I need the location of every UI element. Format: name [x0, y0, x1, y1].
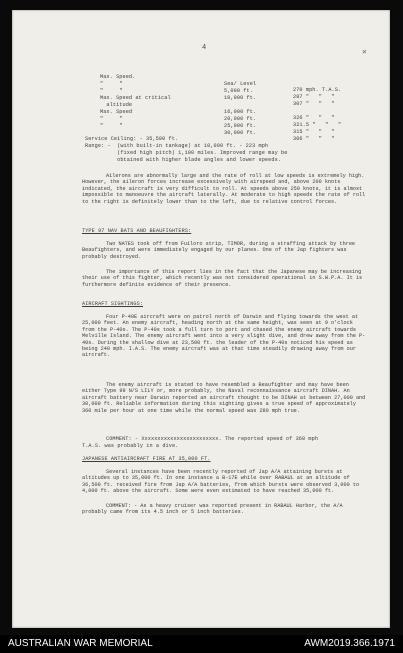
row-speed: 270 mph. T.A.S.	[293, 87, 342, 94]
row-label: Max. Speed at critical	[100, 95, 171, 102]
row-speed: 326 " " "	[293, 115, 335, 122]
heading-aircraft-sightings: AIRCRAFT SIGHTINGS:	[82, 301, 144, 307]
row-speed: 315 " " "	[293, 129, 335, 136]
row-label: altitude	[100, 102, 133, 109]
range-line: obtained with higher blade angles and lower speeds.	[85, 157, 281, 163]
range-line: (fixed high pitch) 1,100 miles. Improved range may be	[85, 150, 288, 156]
footer-institution: AUSTRALIAN WAR MEMORIAL	[8, 638, 153, 649]
row-altitude: 20,000 ft.	[224, 115, 257, 122]
archive-footer	[0, 635, 403, 653]
row-label: " "	[100, 88, 123, 95]
row-label: Max. Speed.	[100, 74, 136, 81]
footer-accession-number: AWM2019.366.1971	[304, 638, 395, 649]
corner-mark: ✕	[362, 48, 367, 57]
paragraph-enemy-aircraft: The enemy aircraft is stated to have resembled a Beaufighter and may have been either Type 99 N/S LILY or, more probably, the Naval reconnaissance aircraft DINAH. An aircraft battery near Darwin reported an aircraft thought to be DINAH at between 27,000 and 30,000 ft. Reliable information during this sighting gives a true speed of approximately 360 mile per hour at one time while the normal speed was 280 mph true.	[82, 382, 366, 414]
heading-type97: TYPE 97 NAV BATS AND BEAUFIGHTERS:	[82, 228, 192, 234]
row-label: " "	[100, 116, 123, 123]
row-label: " "	[100, 123, 123, 130]
row-speed: 306 " " "	[293, 136, 335, 143]
comment-line: COMMENT: - Xxxxxxxxxxxxxxxxxxxxxxxx. The reported speed of 360 mph	[106, 436, 319, 442]
paragraph-type97: Two NATES took off from Fuiloro strip, TIMOR, during a straffing attack by three Beaufighters, and were immediately engaged by our planes. One of the Jap fighters was probably destroyed.	[82, 241, 356, 260]
comment-line: T.A.S. was probably in a dive.	[82, 443, 179, 449]
row-altitude: 10,000 ft.	[224, 94, 257, 101]
range-line: Range: - (with built-in tankage) at 10,000 ft. - 223 mph	[85, 143, 269, 149]
paragraph-importance: The importance of this report lies in the fact that the Japanese may be increasing their use of this fighter, which recently was not considered operational in S.W.P.A. It is furthermore definite evidence of their presence.	[82, 269, 363, 288]
row-altitude: 25,000 ft.	[224, 122, 257, 129]
paragraph-japanese-aa: Several instances have been recently reported of Jap A/A attaining bursts at altitudes up to 35,000 ft. In one instance a B-17E while over RABAUL at an altitude of 36,500 ft. received fire from Jap A/A batteries, from which bursts were observed 3,000 to 4,000 ft. above the aircraft. Some were even estimated to have reached 35,000 ft.	[82, 469, 360, 495]
row-label: " "	[100, 81, 123, 88]
row-altitude: 5,000 ft.	[224, 87, 253, 94]
row-speed: 307 " " "	[293, 101, 335, 108]
row-speed: 287 " " "	[293, 94, 335, 101]
service-ceiling: Service Ceiling: - 35,500 ft.	[85, 136, 179, 142]
paragraph-comment-cruiser: COMMENT: - As a heavy cruiser was reported present in RABAUL Harbor, the A/A probably came from its 4.5 inch or 5 inch batteries.	[82, 503, 343, 516]
heading-japanese-aa: JAPANESE ANTIAIRCRAFT FIRE AT 35,000 FT.	[82, 456, 211, 462]
row-label: Max. Speed	[100, 109, 133, 116]
paragraph-ailerons: Ailerons are abnormally large and the rate of roll at low speeds is extremely high. However, the aileron forces increase excessively with airspeed and, above 200 knots indicated, the aircraft is very difficult to roll. At speeds above 250 knots, it is almost impossible to manoeuvre the aircraft laterally. At moderate to high speeds the rate of roll to the right is definitely lower than to the left, due to relative control forces.	[82, 173, 366, 205]
row-altitude: Sea/ Level	[224, 80, 257, 87]
row-altitude: 30,000 ft.	[224, 129, 257, 136]
document-page	[12, 10, 390, 628]
row-altitude: 16,000 ft.	[224, 108, 257, 115]
row-speed: 321.5 " " "	[293, 122, 342, 129]
paragraph-p40: Four P-40E aircraft were on patrol north of Darwin and flying towards the west at 25,000 feet. An enemy aircraft, heading north at the same height, was seen at 9 o'clock from the P-40s. The P-40s took a full turn to port and chased the enemy aircraft towards Melville Island. The enemy aircraft went into a very slight dive, and drew away from the P-40s. During the shallow dive at 23,500 ft. the leader of the P-40s noticed his speed as being 240 mph. I.A.S. The enemy aircraft was at that time steadily drawing away from our aircraft.	[82, 314, 366, 359]
page-number: 4	[202, 44, 207, 52]
